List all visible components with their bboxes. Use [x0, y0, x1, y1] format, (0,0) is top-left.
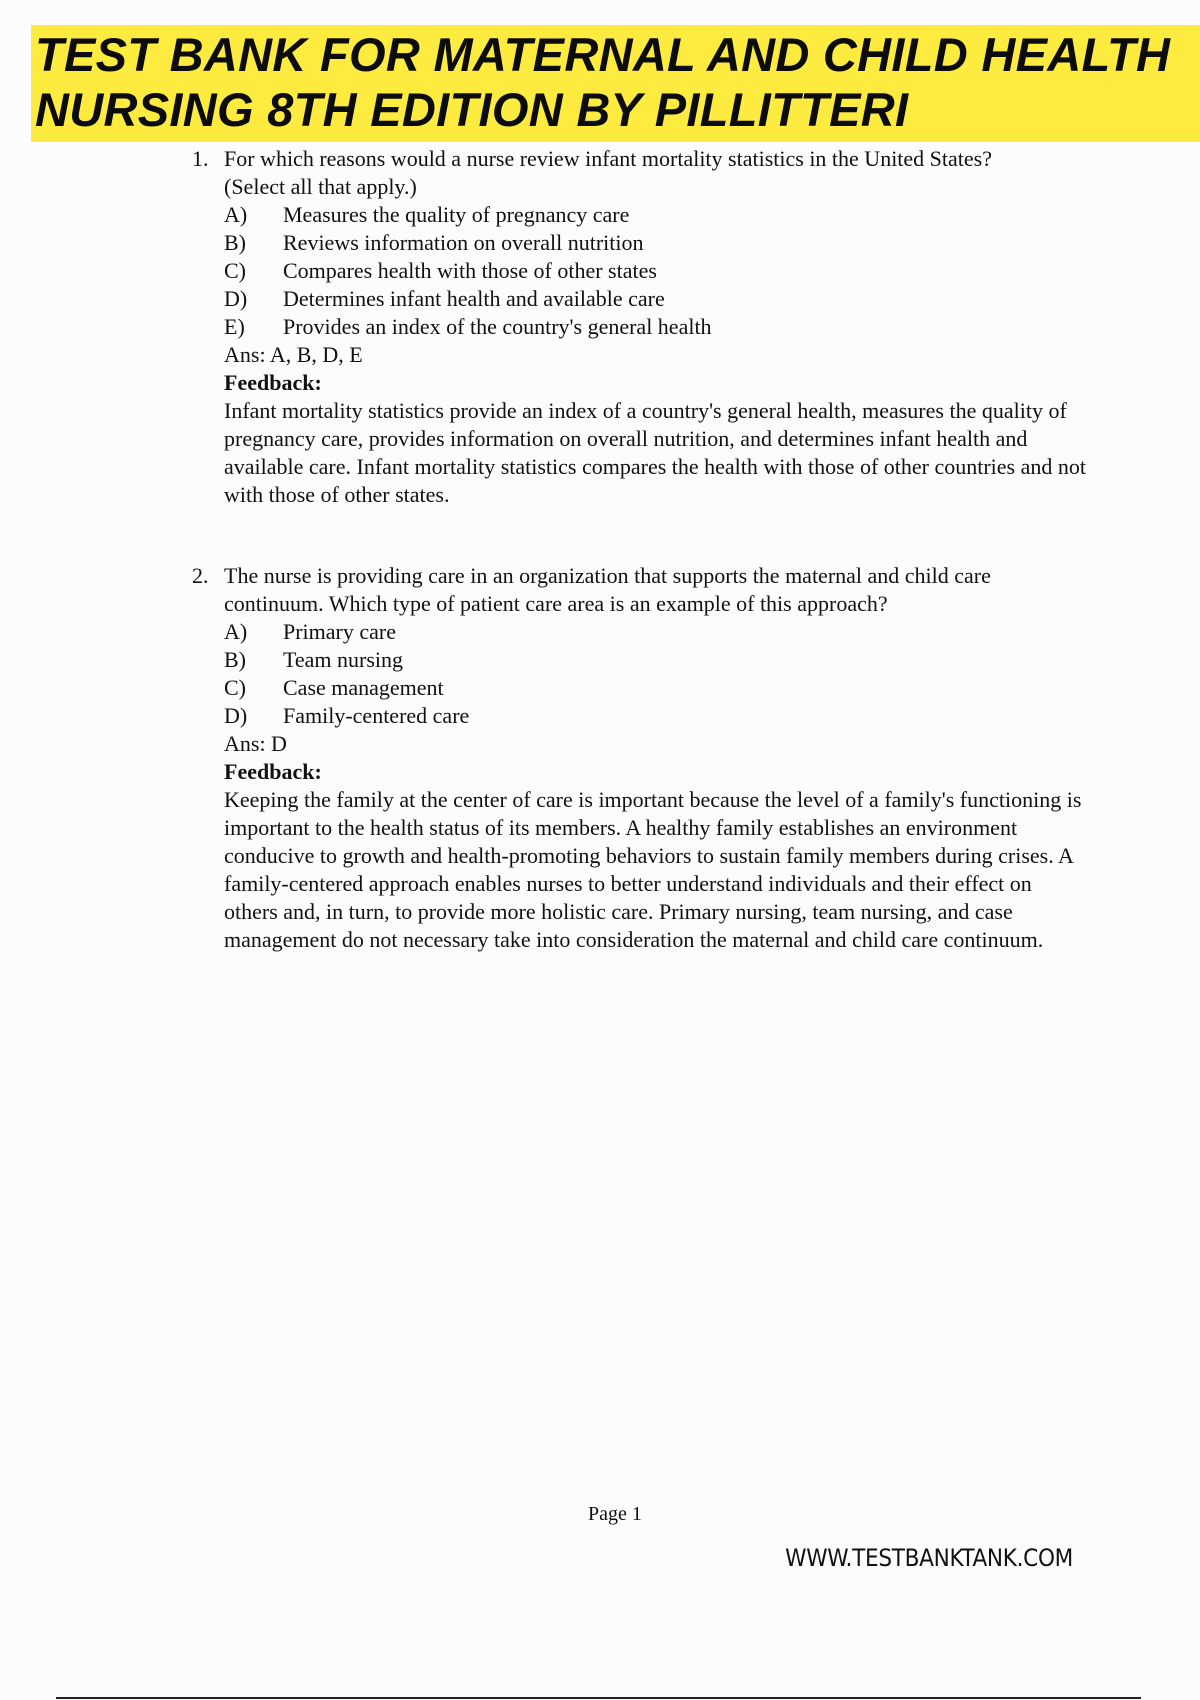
option-letter: E)	[224, 314, 245, 339]
feedback-label: Feedback:	[224, 759, 322, 784]
feedback-label: Feedback:	[224, 370, 322, 395]
option-a	[224, 618, 1092, 646]
option-c	[224, 257, 1092, 285]
question-stem-line: continuum. Which type of patient care area is an example of this approach?	[224, 591, 888, 616]
option-b	[224, 646, 1092, 674]
option-letter: A)	[224, 619, 248, 644]
option-e	[224, 313, 1092, 341]
option-a	[224, 201, 1092, 229]
option-letter: D)	[224, 703, 248, 728]
option-d	[224, 285, 1092, 313]
option-letter: C)	[224, 675, 246, 700]
website-link[interactable]: WWW.TESTBANKTANK.COM	[785, 1544, 1073, 1572]
question-stem-line: The nurse is providing care in an organization that supports the maternal and child care	[224, 563, 991, 588]
option-letter: D)	[224, 286, 248, 311]
option-letter: B)	[224, 647, 246, 672]
option-text: Reviews information on overall nutrition	[283, 230, 644, 255]
question-stem	[224, 562, 1084, 618]
question-2	[192, 562, 1092, 954]
option-d	[224, 702, 1092, 730]
option-text: Team nursing	[283, 647, 404, 672]
question-number: 1.	[192, 146, 209, 171]
title-banner	[31, 25, 1200, 142]
question-1	[192, 145, 1092, 509]
answer: Ans: A, B, D, E	[224, 342, 363, 367]
answer: Ans: D	[224, 731, 287, 756]
option-text: Measures the quality of pregnancy care	[283, 202, 630, 227]
feedback-text: Infant mortality statistics provide an index of a country's general health, measures the quality of pregnancy care, provides information on overall nutrition, and determines infant health and available care. Infant mortality statistics compares the health with those of other countries and not with those of other states.	[224, 398, 1086, 507]
bottom-divider	[56, 1697, 1141, 1699]
question-stem	[224, 145, 1084, 201]
option-text: Provides an index of the country's general health	[283, 314, 712, 339]
option-b	[224, 229, 1092, 257]
question-number: 2.	[192, 563, 209, 588]
page-number: Page 1	[588, 1503, 642, 1525]
option-text: Compares health with those of other states	[283, 258, 657, 283]
question-stem-line: For which reasons would a nurse review infant mortality statistics in the United States?	[224, 146, 993, 171]
option-letter: C)	[224, 258, 246, 283]
feedback-text: Keeping the family at the center of care is important because the level of a family's functioning is important to the health status of its members. A healthy family establishes an environment conducive to growth and health-promoting behaviors to sustain family members during crises. A family-centered approach enables nurses to better understand individuals and their effect on others and, in turn, to provide more holistic care. Primary nursing, team nursing, and case management do not necessary take into consideration the maternal and child care continuum.	[224, 787, 1082, 952]
option-letter: B)	[224, 230, 246, 255]
option-list	[224, 618, 1092, 954]
question-stem-line: (Select all that apply.)	[224, 174, 417, 199]
option-c	[224, 674, 1092, 702]
option-text: Primary care	[283, 619, 396, 644]
option-text: Family-centered care	[283, 703, 470, 728]
option-text: Determines infant health and available care	[283, 286, 665, 311]
option-text: Case management	[283, 675, 444, 700]
option-letter: A)	[224, 202, 248, 227]
title-line-2: NURSING 8TH EDITION BY PILLITTERI	[35, 83, 909, 136]
title-line-1: TEST BANK FOR MATERNAL AND CHILD HEALTH	[35, 28, 1171, 81]
option-list	[224, 201, 1092, 509]
